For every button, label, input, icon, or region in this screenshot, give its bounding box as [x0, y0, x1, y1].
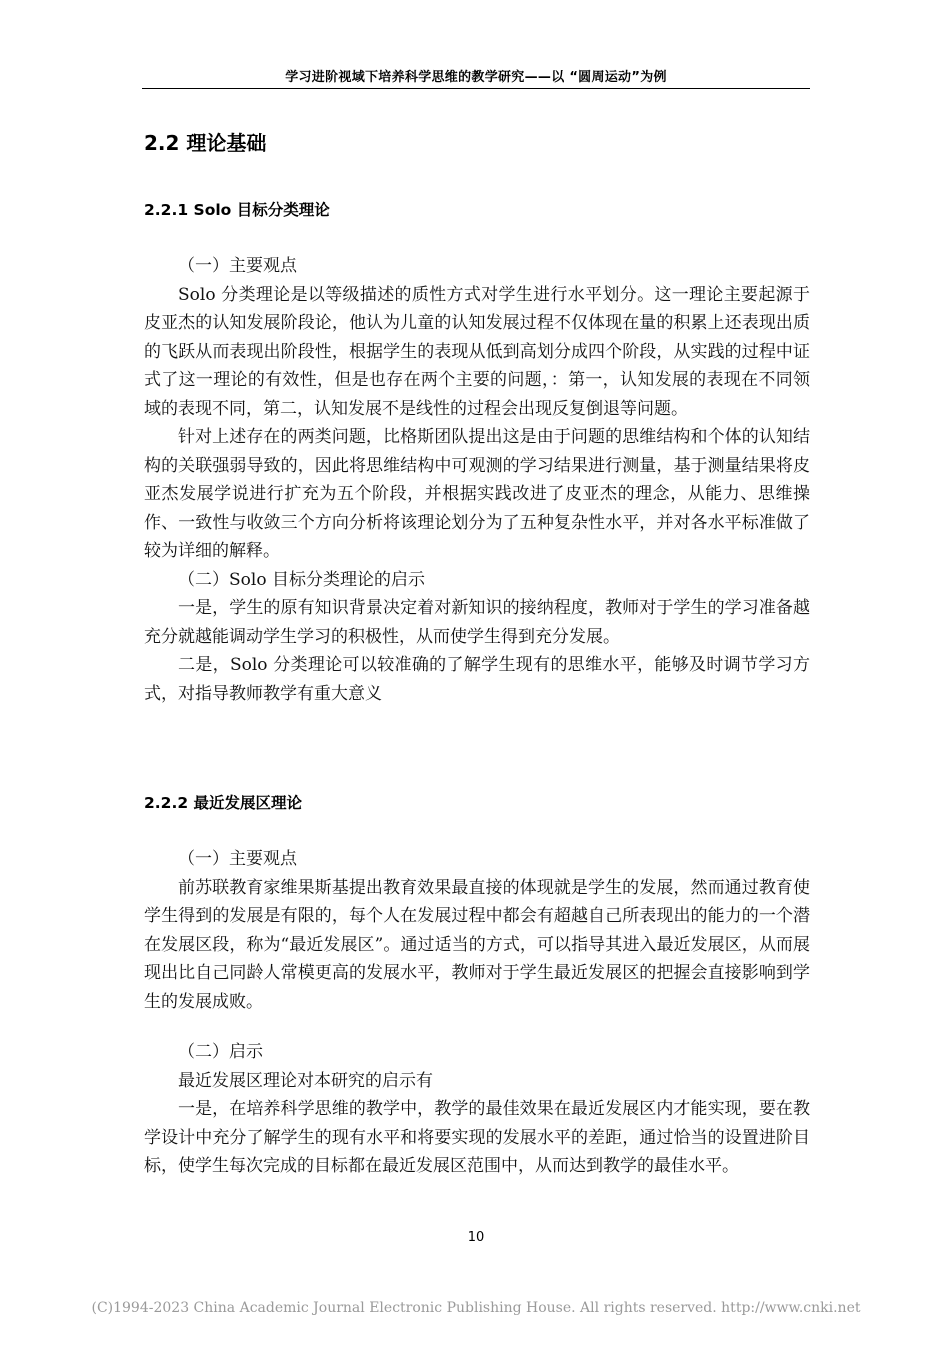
subsection-title-solo: 2.2.1 Solo 目标分类理论	[144, 201, 330, 219]
zpd-paragraph-2: 最近发展区理论对本研究的启示有	[178, 1070, 433, 1091]
header-rule	[142, 88, 810, 89]
copyright-notice: (C)1994-2023 China Academic Journal Electronic Publishing House. All rights reserved. http://www.cnki.net	[91, 1300, 861, 1316]
solo-paragraph-3: 一是，学生的原有知识背景决定着对新知识的接纳程度，教师对于学生的学习准备越充分就越能调动学生学习的积极性，从而使学生得到充分发展。	[144, 598, 810, 647]
solo-point1-heading: （一）主要观点	[178, 256, 297, 276]
solo-paragraph-1: Solo 分类理论是以等级描述的质性方式对学生进行水平划分。这一理论主要起源于皮亚杰的认知发展阶段论，他认为儿童的认知发展过程不仅体现在量的积累上还表现出质的飞跃从而表现出阶段性，根据学生的表现从低到高划分成四个阶段，从实践的过程中证式了这一理论的有效性，但是也存在两个主要的问题，：第一，认知发展的表现在不同领域的表现不同，第二，认知发展不是线性的过程会出现反复倒退等问题。	[144, 284, 810, 419]
zpd-section-body-1	[144, 845, 810, 1016]
page-number: 10	[467, 1230, 485, 1245]
solo-section-body	[144, 252, 810, 708]
zpd-paragraph-1: 前苏联教育家维果斯基提出教育效果最直接的体现就是学生的发展，然而通过教育使学生得到的发展是有限的，每个人在发展过程中都会有超越自己所表现出的能力的一个潜在发展区段，称为“最近发展区”。通过适当的方式，可以指导其进入最近发展区，从而展现出比自己同龄人常模更高的发展水平，教师对于学生最近发展区的把握会直接影响到学生的发展成败。	[144, 877, 810, 1012]
section-title: 2.2 理论基础	[144, 131, 267, 155]
solo-paragraph-4: 二是，Solo 分类理论可以较准确的了解学生现有的思维水平，能够及时调节学习方式，对指导教师教学有重大意义	[144, 655, 810, 704]
zpd-point2-heading: （二）启示	[178, 1042, 263, 1062]
zpd-point1-heading: （一）主要观点	[178, 849, 297, 869]
zpd-paragraph-3: 一是，在培养科学思维的教学中，教学的最佳效果在最近发展区内才能实现，要在教学设计中充分了解学生的现有水平和将要实现的发展水平的差距，通过恰当的设置进阶目标，使学生每次完成的目标都在最近发展区范围中，从而达到教学的最佳水平。	[144, 1099, 810, 1176]
zpd-section-body-2	[144, 1038, 810, 1181]
solo-paragraph-2: 针对上述存在的两类问题，比格斯团队提出这是由于问题的思维结构和个体的认知结构的关联强弱导致的，因此将思维结构中可观测的学习结果进行测量，基于测量结果将皮亚杰发展学说进行扩充为五个阶段，并根据实践改进了皮亚杰的理念，从能力、思维操作、一致性与收敛三个方向分析将该理论划分为了五种复杂性水平，并对各水平标准做了较为详细的解释。	[144, 427, 810, 561]
running-header: 学习进阶视域下培养科学思维的教学研究——以 “圆周运动”为例	[285, 70, 667, 85]
solo-point2-heading: （二）Solo 目标分类理论的启示	[178, 569, 425, 590]
subsection-title-zpd: 2.2.2 最近发展区理论	[144, 794, 303, 812]
